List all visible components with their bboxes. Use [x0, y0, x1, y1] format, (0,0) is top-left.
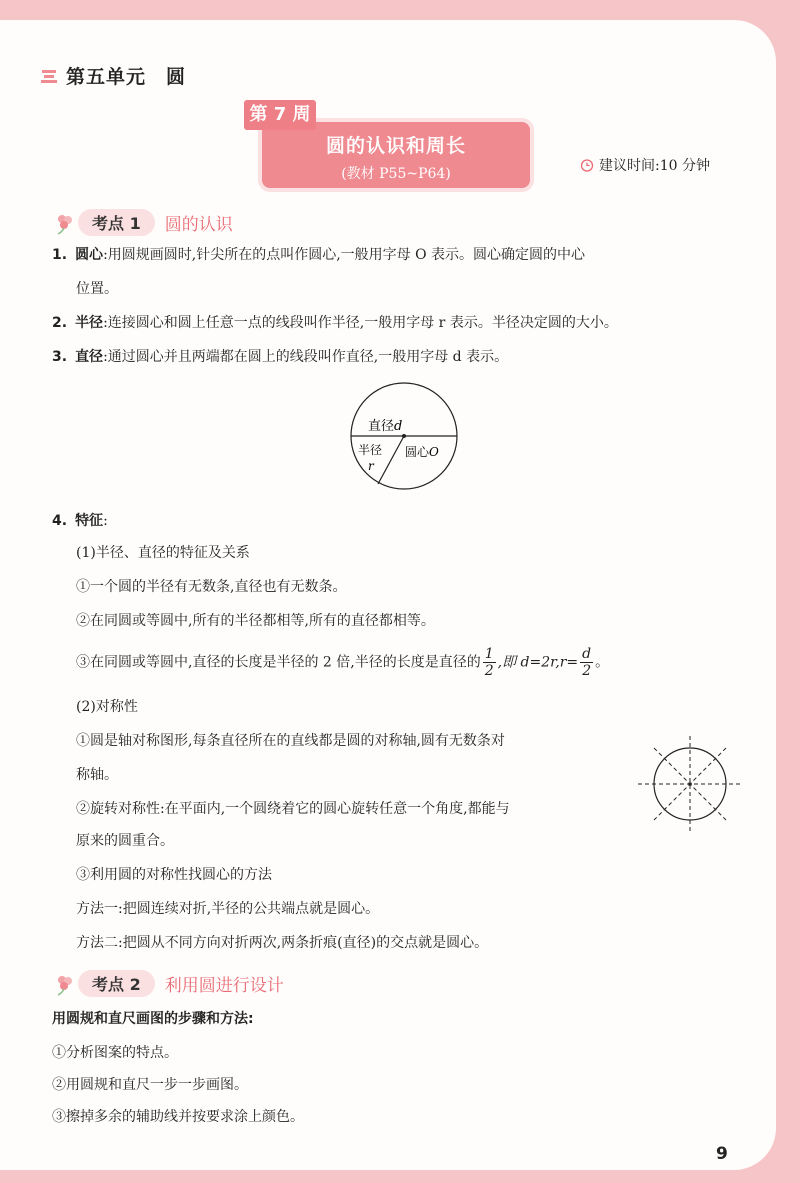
kp2-label: 考点 2 — [78, 970, 155, 997]
kp2-step3: ③擦掉多余的辅助线并按要求涂上颜色。 — [52, 1109, 304, 1125]
kp1-item2: 2. 半径:连接圆心和圆上任意一点的线段叫作半径,一般用字母 r 表示。半径决定圆的大小。 — [52, 315, 618, 331]
week-tag: 第 7 周 — [244, 100, 316, 130]
diagram-radius-label: 半径 — [358, 443, 383, 457]
flower-icon — [54, 211, 76, 235]
symmetry-diagram — [638, 732, 742, 836]
sub2-b2: 原来的圆重合。 — [76, 833, 174, 849]
sub1-b: ②在同圆或等圆中,所有的半径都相等,所有的直径都相等。 — [76, 613, 435, 629]
kp1-title: 圆的认识 — [164, 215, 233, 235]
sub2-c: ③利用圆的对称性找圆心的方法 — [76, 867, 272, 883]
fraction-half: $\frac{1}{2}$ — [484, 646, 494, 679]
method2: 方法二:把圆从不同方向对折两次,两条折痕(直径)的交点就是圆心。 — [76, 935, 489, 951]
textbook-range: (教材 P55~P64) — [341, 166, 451, 182]
kp2-step2: ②用圆规和直尺一步一步画图。 — [52, 1077, 248, 1093]
clock-icon — [580, 158, 594, 172]
unit-title: 第五单元 圆 — [66, 66, 187, 88]
flower-icon — [54, 972, 76, 996]
diagram-diameter-label: 直径d — [368, 419, 403, 434]
page — [0, 20, 776, 1170]
kp2-step1: ①分析图案的特点。 — [52, 1045, 178, 1061]
kp1-item1-cont: 位置。 — [76, 281, 118, 297]
method1: 方法一:把圆连续对折,半径的公共端点就是圆心。 — [76, 901, 380, 917]
unit-header — [40, 62, 186, 89]
suggested-time — [580, 155, 710, 175]
kp2-title: 利用圆进行设计 — [164, 976, 284, 996]
page-number: 9 — [716, 1144, 728, 1164]
kp1-item4-head: 4. 特征: — [52, 513, 108, 529]
kp1-item1: 1. 圆心:用圆规画圆时,针尖所在的点叫作圆心,一般用字母 O 表示。圆心确定圆的中心 — [52, 247, 586, 263]
sub2-a1: ①圆是轴对称图形,每条直径所在的直线都是圆的对称轴,圆有无数条对 — [76, 733, 505, 749]
circle-diagram — [348, 380, 460, 492]
lesson-title: 圆的认识和周长 — [325, 135, 466, 157]
fraction-d-over-2: $\frac{d}{2}$ — [582, 646, 592, 679]
lesson-title-box — [262, 122, 530, 188]
suggested-time-text: 建议时间:10 分钟 — [599, 158, 710, 174]
kp1-header — [54, 209, 233, 236]
sub1-c: ③在同圆或等圆中,直径的长度是半径的 2 倍,半径的长度是直径的 $\frac{1}{2}$ ,即 d=2r,r= $\frac{d}{2}$ 。 — [76, 646, 610, 679]
diagram-radius-var: r — [368, 459, 374, 473]
sub1-title: (1)半径、直径的特征及关系 — [76, 545, 250, 561]
sub2-a2: 称轴。 — [76, 767, 118, 783]
kp1-item3: 3. 直径:通过圆心并且两端都在圆上的线段叫作直径,一般用字母 d 表示。 — [52, 349, 509, 365]
sub2-title: (2)对称性 — [76, 699, 138, 715]
sub2-b1: ②旋转对称性:在平面内,一个圆绕着它的圆心旋转任意一个角度,都能与 — [76, 801, 510, 817]
diagram-center-label: 圆心O — [405, 445, 439, 459]
unit-icon — [40, 68, 58, 84]
kp2-header — [54, 970, 284, 997]
kp2-heading: 用圆规和直尺画图的步骤和方法: — [52, 1011, 254, 1027]
sub1-a: ①一个圆的半径有无数条,直径也有无数条。 — [76, 579, 347, 595]
kp1-label: 考点 1 — [78, 209, 155, 236]
